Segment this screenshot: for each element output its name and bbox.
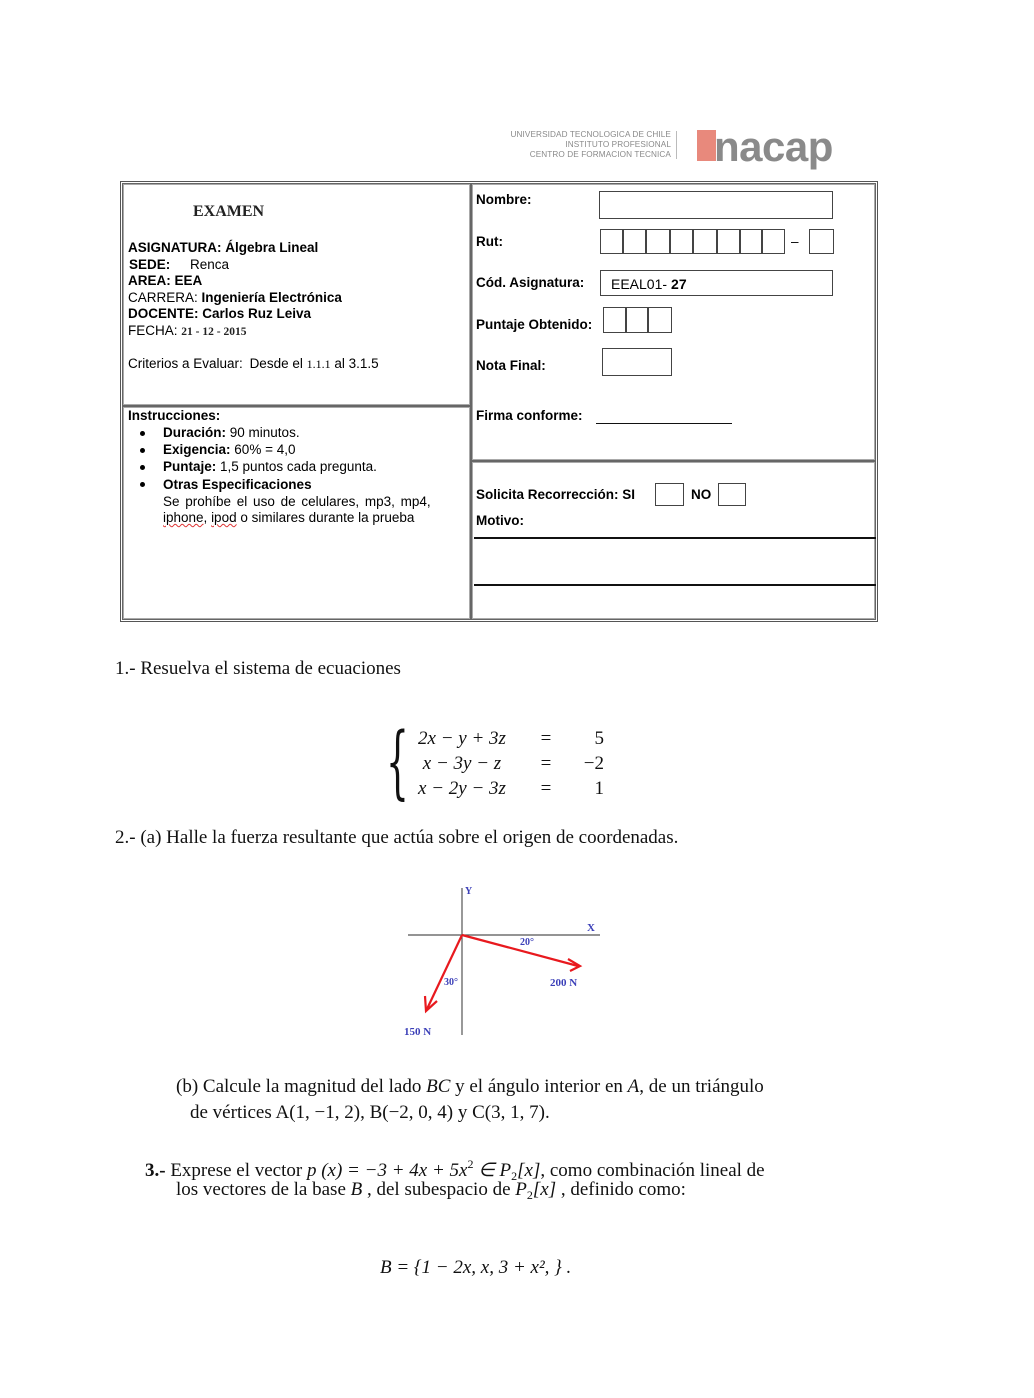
equation-op: = — [540, 728, 552, 749]
question-2a-text: 2.- (a) Halle la fuerza resultante que actúa sobre el origen de coordenadas. — [115, 827, 679, 848]
equation-row — [408, 776, 604, 801]
rut-digit-box[interactable] — [670, 229, 693, 254]
rut-digit-box[interactable] — [600, 229, 623, 254]
fecha-value: 21 - 12 - 2015 — [181, 326, 247, 338]
question-2b-line1 — [176, 1075, 764, 1099]
recorreccion-si-checkbox[interactable] — [655, 483, 684, 506]
q2b-text: y — [453, 1102, 473, 1123]
angle-20-label: 20° — [520, 937, 534, 948]
rut-digit-box[interactable] — [740, 229, 762, 254]
q3-text: Exprese el vector — [165, 1160, 307, 1181]
instruction-item — [163, 425, 300, 441]
equation-lhs: 2x − y + 3z — [418, 728, 506, 749]
q3-text: , como combinación lineal de — [540, 1160, 765, 1181]
cod-suffix: 27 — [671, 276, 687, 292]
area-label: AREA: — [128, 273, 171, 288]
instruction-item: Otras Especificaciones — [163, 477, 312, 492]
note-sep: , — [203, 510, 212, 525]
sede-value: Renca — [190, 257, 230, 272]
vertex-c: C(3, 1, 7) — [472, 1102, 545, 1123]
puntaje-label: Puntaje Obtenido: — [476, 317, 593, 332]
sede-label: SEDE: — [129, 257, 171, 272]
question-2b-line2: de vértices A(1, −1, 2), B(−2, 0, 4) y C(3, 1, 7). — [190, 1102, 550, 1123]
instruction-item — [163, 442, 295, 458]
institution-line-1: UNIVERSIDAD TECNOLOGICA DE CHILE — [510, 130, 671, 139]
carrera-label: CARRERA: — [128, 290, 198, 305]
instruction-note-line2 — [163, 510, 414, 526]
instruction-label: Duración: — [163, 425, 227, 440]
exam-title: EXAMEN — [193, 203, 265, 220]
force-150-label: 150 N — [404, 1026, 432, 1038]
equation-lhs: x − 3y − z — [422, 753, 502, 774]
institution-line-3: CENTRO DE FORMACION TECNICA — [529, 150, 671, 159]
rut-label: Rut: — [476, 234, 503, 249]
institution-line-2: INSTITUTO PROFESIONAL — [565, 140, 671, 149]
equation-op: = — [540, 778, 552, 799]
area-value: EEA — [174, 273, 203, 288]
bullet-icon — [140, 448, 145, 453]
instruction-text: 1,5 puntos cada pregunta. — [220, 459, 377, 474]
angle-30-label: 30° — [444, 977, 458, 988]
motivo-label: Motivo: — [476, 513, 524, 528]
puntaje-digit-box[interactable] — [603, 307, 626, 333]
equation-rhs: −2 — [583, 753, 604, 774]
puntaje-digit-box[interactable] — [626, 307, 648, 333]
force-200-label: 200 N — [550, 977, 578, 989]
nota-final-input[interactable] — [602, 348, 672, 376]
cod-asignatura-label: Cód. Asignatura: — [476, 275, 585, 290]
q3-text: , del subespacio de — [362, 1179, 516, 1200]
carrera-value: Ingeniería Electrónica — [201, 290, 342, 305]
logo-divider — [676, 131, 677, 159]
q2b-text: . — [544, 1102, 550, 1123]
instruction-text: 90 minutos. — [229, 425, 300, 440]
equation-op: = — [540, 753, 552, 774]
question-3-line2: los vectores de la base B , del subespacio de $P_2[x]$ , definido como: — [176, 1179, 686, 1202]
rut-check-digit-box[interactable] — [809, 229, 834, 254]
instruction-label: Puntaje: — [163, 459, 217, 474]
polynomial: p (x) = −3 + 4x + 5x — [306, 1160, 468, 1181]
rut-digit-box[interactable] — [762, 229, 785, 254]
left-brace-icon: { — [386, 715, 409, 808]
bullet-icon — [140, 431, 145, 436]
basis-var: B — [350, 1179, 363, 1200]
q2b-text: , de un triángulo — [639, 1076, 764, 1097]
vertex-b: B(−2, 0, 4) — [369, 1102, 454, 1123]
puntaje-digit-box[interactable] — [648, 307, 672, 333]
rut-digit-box[interactable] — [646, 229, 670, 254]
equation-row — [408, 726, 604, 751]
q2b-var-bc: BC — [426, 1076, 451, 1097]
nota-final-label: Nota Final: — [476, 358, 546, 373]
equation-row — [408, 751, 604, 776]
space-symbol: ∈ P — [473, 1160, 512, 1181]
q2b-var-a: A — [627, 1076, 640, 1097]
nombre-label: Nombre: — [476, 192, 532, 207]
docente-label: DOCENTE: — [128, 306, 199, 321]
rut-digit-box[interactable] — [717, 229, 740, 254]
criterios-row — [128, 356, 379, 372]
asignatura-row — [128, 240, 318, 256]
instruction-text: 60% = 4,0 — [234, 442, 296, 457]
note-rest: o similares durante la prueba — [236, 510, 415, 525]
criterios-to-text: al 3.1.5 — [334, 356, 379, 371]
question-1-text: 1.- Resuelva el sistema de ecuaciones — [115, 658, 401, 679]
cod-prefix: EEAL01- — [611, 276, 668, 292]
spellcheck-word: ipod — [211, 510, 237, 525]
docente-row — [128, 306, 311, 322]
basis-definition: B = {1 − 2x, x, 3 + x², } . — [380, 1257, 572, 1278]
fecha-row — [128, 323, 246, 340]
recorreccion-label: Solicita Recorrección: SI — [476, 487, 636, 502]
docente-value: Carlos Ruz Leiva — [202, 306, 312, 321]
q2b-text: de vértices — [190, 1102, 276, 1123]
equation-system — [408, 726, 604, 801]
institution-text — [490, 130, 671, 160]
q2b-text: (b) Calcule la magnitud del lado — [176, 1076, 427, 1097]
q3-text: los vectores de la base — [176, 1179, 351, 1200]
instruction-note-line1: Se prohíbe el uso de celulares, mp3, mp4, — [163, 494, 431, 509]
motivo-line-2[interactable] — [474, 584, 876, 586]
question-3-line1: 3.- Exprese el vector p $(x) = -3 + 4x + 5x^2$ ∈ $P_2[x]$, como combinación lineal de — [145, 1157, 765, 1183]
rut-separator: – — [791, 234, 799, 249]
instruction-item — [163, 459, 377, 475]
motivo-line-1[interactable] — [474, 537, 876, 539]
cod-asignatura-field[interactable] — [600, 270, 833, 296]
criterios-from-value: 1.1.1 — [306, 357, 331, 371]
criterios-from-text: Desde el — [249, 356, 303, 371]
bullet-icon — [140, 465, 145, 470]
equation-rhs: 5 — [594, 728, 604, 749]
sede-row — [129, 257, 229, 273]
nombre-input[interactable] — [599, 191, 833, 219]
cod-asignatura-value — [611, 276, 687, 292]
instruction-label: Exigencia: — [163, 442, 231, 457]
carrera-row — [128, 290, 342, 306]
x-axis-label: X — [587, 922, 595, 934]
recorreccion-no-checkbox[interactable] — [718, 483, 746, 506]
recorreccion-no-label: NO — [691, 487, 712, 502]
fecha-label: FECHA: — [128, 323, 178, 338]
force-diagram — [390, 880, 610, 1045]
instructions-title: Instrucciones: — [128, 408, 221, 423]
q2b-text: y el ángulo interior en — [450, 1076, 628, 1097]
asignatura-value: Álgebra Lineal — [225, 240, 319, 255]
firma-line[interactable] — [596, 423, 732, 424]
criterios-label: Criterios a Evaluar: — [128, 356, 243, 371]
spellcheck-word: iphone — [163, 510, 204, 525]
equation-rhs: 1 — [594, 778, 604, 799]
y-axis-label: Y — [465, 886, 473, 897]
question-3-number: 3.- — [145, 1160, 166, 1181]
firma-label: Firma conforme: — [476, 408, 583, 423]
q3-text: , definido como: — [556, 1179, 686, 1200]
rut-digit-box[interactable] — [623, 229, 646, 254]
asignatura-label: ASIGNATURA: — [128, 240, 222, 255]
area-row — [128, 273, 202, 289]
equation-lhs: x − 2y − 3z — [418, 778, 506, 799]
rut-digit-box[interactable] — [693, 229, 717, 254]
logo-text: nacap — [714, 123, 833, 170]
vertex-a: A(1, −1, 2) — [275, 1102, 361, 1123]
bullet-icon — [140, 482, 145, 487]
